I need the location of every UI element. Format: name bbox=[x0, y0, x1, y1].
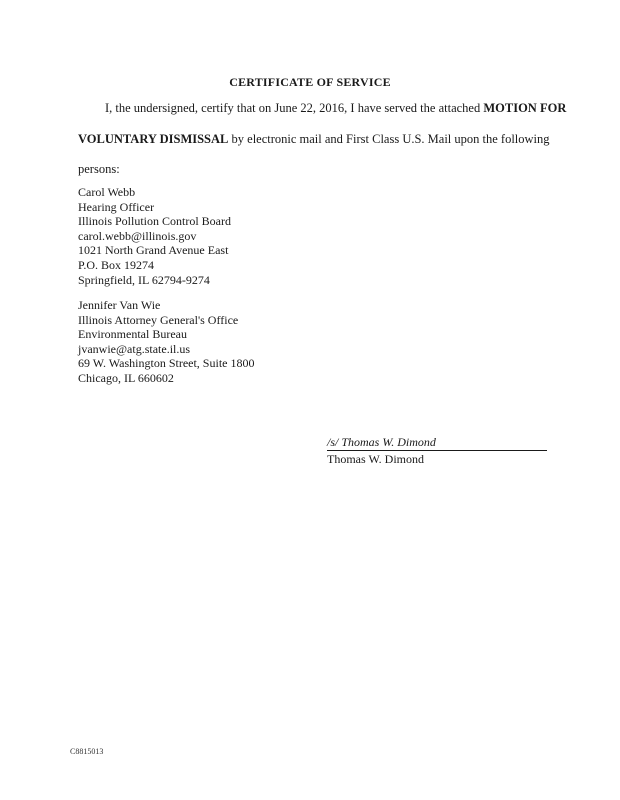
recipient-name: Jennifer Van Wie bbox=[78, 298, 161, 312]
recipient-email: jvanwie@atg.state.il.us bbox=[78, 341, 191, 356]
document-footer-id: C8815013 bbox=[70, 747, 104, 756]
certification-line-3: persons: bbox=[78, 162, 120, 176]
document-title: CERTIFICATE OF SERVICE bbox=[229, 75, 391, 89]
motion-title-part-1: MOTION FOR bbox=[483, 101, 567, 115]
recipient-po-box: P.O. Box 19274 bbox=[78, 257, 155, 272]
certification-text-1: I, the undersigned, certify that on June 22, 2016, I have served the attached bbox=[105, 101, 484, 115]
recipient-street: 69 W. Washington Street, Suite 1800 bbox=[78, 356, 255, 371]
recipient-name: Carol Webb bbox=[78, 185, 136, 199]
certification-text-2: by electronic mail and First Class U.S. Mail upon the following bbox=[228, 132, 550, 146]
recipient-city: Springfield, IL 62794-9274 bbox=[78, 272, 210, 287]
recipient-address-block bbox=[78, 185, 231, 287]
certification-line-1 bbox=[105, 101, 566, 116]
certification-line-2 bbox=[78, 132, 550, 147]
recipient-organization: Illinois Pollution Control Board bbox=[78, 214, 232, 229]
recipient-address-block bbox=[78, 298, 254, 386]
signer-printed-name: Thomas W. Dimond bbox=[327, 452, 425, 466]
recipient-email: carol.webb@illinois.gov bbox=[78, 228, 197, 243]
motion-title-part-2: VOLUNTARY DISMISSAL bbox=[78, 132, 229, 146]
recipient-office: Illinois Attorney General's Office bbox=[78, 312, 239, 327]
electronic-signature: /s/ Thomas W. Dimond bbox=[327, 435, 547, 451]
recipient-street: 1021 North Grand Avenue East bbox=[78, 243, 229, 258]
recipient-city: Chicago, IL 660602 bbox=[78, 370, 174, 385]
signature-block bbox=[327, 435, 547, 467]
recipient-bureau: Environmental Bureau bbox=[78, 327, 187, 342]
recipient-title: Hearing Officer bbox=[78, 199, 155, 214]
